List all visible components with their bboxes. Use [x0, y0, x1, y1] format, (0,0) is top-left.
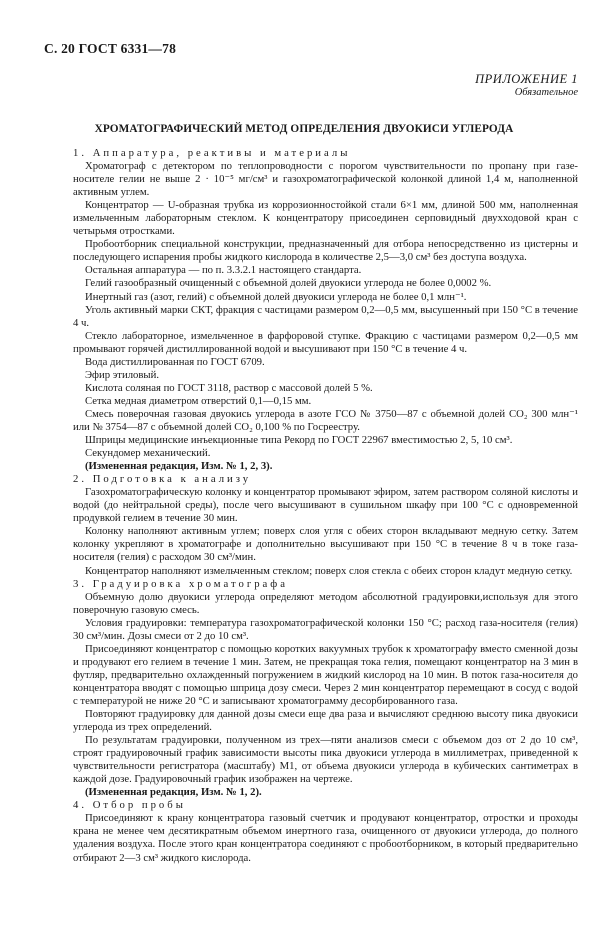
paragraph: Присоединяют концентратор с помощью коротких вакуумных трубок к хроматографу вместо сменной дозы и продувают его гелием в течение 1 мин. Затем, не прекращая тока гелия, помещают концентратор на 3 мин в футляр, предварительно охлажденный погружением в жидкий кислород на 10 мин. В поток газа-носителя до концентратора вводят с помощью шприца дозу смеси. Через 2 мин концентратор перемещают в сосуд с водой с температурой не ниже 20 °С и записывают хроматограмму десорбированного газа.	[73, 642, 578, 707]
paragraph: Присоединяют к крану концентратора газовый счетчик и продувают концентратор, отростки и проходы крана не менее чем десятикратным объемом инертного газа, очищенного от двуокиси углерода, до полного удаления воздуха. После этого кран концентратора соединяют с пробоотборником, в который предварительно отбирают 2—3 см³ жидкого кислорода.	[73, 812, 578, 864]
amendment-note: (Измененная редакция, Изм. № 1, 2).	[85, 786, 262, 799]
paragraph: Хроматограф с детектором по теплопроводности с порогом чувствительности по пропану при газе-носителе гелии не выше 2 · 10⁻⁵ мг/см³ и газохроматографической колонкой длиной 1,4 м, наполненной активным углем.	[73, 160, 578, 199]
appendix-number: ПРИЛОЖЕНИЕ 1	[475, 72, 578, 86]
paragraph: Сетка медная диаметром отверстий 0,1—0,15 мм.	[85, 394, 312, 407]
paragraph: Стекло лабораторное, измельченное в фарфоровой ступке. Фракцию с частицами размером 0,2—0,5 мм промывают горячей дистиллированной водой и высушивают при 150 °С в течение 4 ч.	[73, 329, 578, 355]
paragraph: Повторяют градуировку для данной дозы смеси еще два раза и вычисляют среднюю высоту пика двуокиси углерода из трех определений.	[73, 708, 578, 734]
amendment-note: (Измененная редакция, Изм. № 1, 2, 3).	[85, 460, 273, 473]
section-heading: 2. Подготовка к анализу	[73, 473, 252, 486]
paragraph: Концентратор наполняют измельченным стеклом; поверх слоя стекла с обеих сторон кладут медную сетку.	[85, 564, 573, 577]
paragraph: Уголь активный марки СКТ, фракция с частицами размером 0,2—0,5 мм, высушенный при 150 °С в течение 4 ч.	[73, 303, 578, 329]
paragraph: Шприцы медицинские инъекционные типа Рекорд по ГОСТ 22967 вместимостью 2, 5, 10 см³.	[85, 434, 513, 447]
section-heading: 3. Градуировка хроматографа	[73, 577, 288, 590]
paragraph: Смесь поверочная газовая двуокись углерода в азоте ГСО № 3750—87 с объемной долей CO₂ 300 млн⁻¹ или № 3754—87 с объемной долей CO₂ 0,100 % по Госреестру.	[73, 407, 578, 433]
paragraph: Газохроматографическую колонку и концентратор промывают эфиром, затем раствором соляной кислоты и водой (до нейтральной среды), после чего высушивают в сушильном шкафу при 100 °С с одновременной продувкой гелием в течение 30 мин.	[73, 486, 578, 525]
paragraph: Условия градуировки: температура газохроматографической колонки 150 °С; расход газа-носителя (гелия) 30 см³/мин. Дозы смеси от 2 до 10 см³.	[73, 616, 578, 642]
appendix-label	[475, 72, 578, 100]
appendix-status: Обязательное	[514, 87, 578, 98]
document-body	[73, 147, 578, 865]
section-heading: 1. Аппаратура, реактивы и материалы	[73, 147, 351, 159]
paragraph: Секундомер механический.	[85, 447, 211, 460]
paragraph: Кислота соляная по ГОСТ 3118, раствор с массовой долей 5 %.	[85, 381, 373, 394]
paragraph: Остальная аппаратура — по п. 3.3.2.1 настоящего стандарта.	[85, 264, 362, 277]
page-header: С. 20 ГОСТ 6331—78	[44, 41, 177, 56]
paragraph: По результатам градуировки, полученном из трех—пяти анализов смеси с объемом доз от 2 до 10 см³, строят градуировочный график зависимости высоты пика двуокиси углерода в миллиметрах, приведенной к чувствительности регистратора (масштабу) М1, от объема двуокиси углерода в кубических сантиметрах в каждой дозе. Градуировочный график изображен на чертеже.	[73, 734, 578, 786]
paragraph: Пробоотборник специальной конструкции, предназначенный для отбора непосредственно из цистерны и последующего испарения пробы жидкого кислорода в количестве 2,5—3,0 см³ без доступа воздуха.	[73, 238, 578, 264]
paragraph: Инертный газ (азот, гелий) с объемной долей двуокиси углерода не более 0,1 млн⁻¹.	[85, 290, 467, 303]
paragraph: Вода дистиллированная по ГОСТ 6709.	[85, 355, 265, 368]
paragraph: Гелий газообразный очищенный с объемной долей двуокиси углерода не более 0,0002 %.	[85, 277, 492, 290]
paragraph: Эфир этиловый.	[85, 368, 159, 381]
paragraph: Объемную долю двуокиси углерода определяют методом абсолютной градуировки,используя для этого поверочную газовую смесь.	[73, 590, 578, 616]
paragraph: Колонку наполняют активным углем; поверх слоя угля с обеих сторон вкладывают медную сетку. Затем колонку укрепляют в хроматографе и дополнительно высушивают при 150 °С в течение 8 ч в токе газа-носителя (гелия) с расходом 30 см³/мин.	[73, 525, 578, 564]
section-heading: 4. Отбор пробы	[73, 799, 186, 812]
document-title: ХРОМАТОГРАФИЧЕСКИЙ МЕТОД ОПРЕДЕЛЕНИЯ ДВУОКИСИ УГЛЕРОДА	[94, 123, 514, 135]
paragraph: Концентратор — U-образная трубка из коррозионностойкой стали 6×1 мм, длиной 500 мм, наполненная измельченным лабораторным стеклом. К концентратору присоединен серповидный двухходовой кран с четырьмя отростками.	[73, 199, 578, 238]
